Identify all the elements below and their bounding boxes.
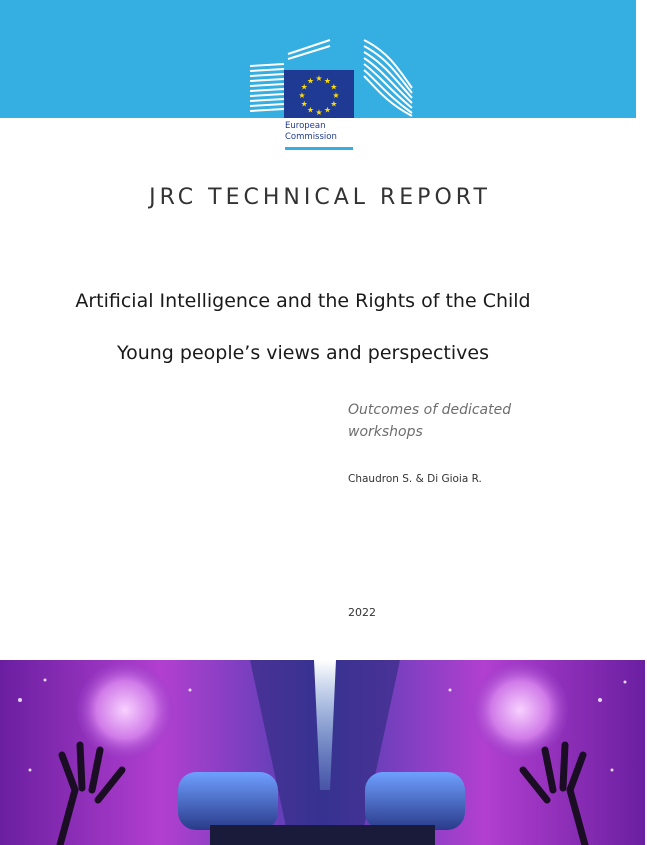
svg-text:★: ★ — [330, 82, 338, 92]
cover-image — [0, 660, 645, 845]
svg-text:★: ★ — [298, 91, 306, 100]
logo-line-1: European — [285, 121, 326, 131]
svg-text:★: ★ — [315, 108, 323, 117]
vr-headset-left — [178, 772, 278, 830]
svg-text:★: ★ — [300, 99, 308, 109]
svg-text:★: ★ — [330, 99, 338, 109]
report-authors: Chaudron S. & Di Gioia R. — [348, 473, 482, 485]
report-title: Artificial Intelligence and the Rights of the Child — [75, 290, 531, 312]
vr-headset-right — [365, 772, 465, 830]
globe-left — [77, 662, 173, 758]
logo-underline — [285, 147, 353, 150]
logo-text — [285, 121, 337, 143]
svg-text:★: ★ — [306, 76, 315, 86]
report-description: Outcomes of dedicated workshops — [348, 402, 512, 440]
svg-text:★: ★ — [323, 105, 332, 115]
svg-text:★: ★ — [332, 91, 340, 100]
globe-right — [472, 662, 568, 758]
report-subtitle: Young people’s views and perspectives — [117, 342, 489, 364]
report-type: JRC TECHNICAL REPORT — [149, 185, 491, 210]
svg-text:★: ★ — [300, 82, 308, 92]
svg-text:★: ★ — [315, 74, 323, 83]
report-year: 2022 — [348, 606, 376, 619]
svg-text:★: ★ — [306, 105, 315, 115]
logo-line-2: Commission — [285, 132, 337, 142]
svg-text:★: ★ — [323, 76, 332, 86]
